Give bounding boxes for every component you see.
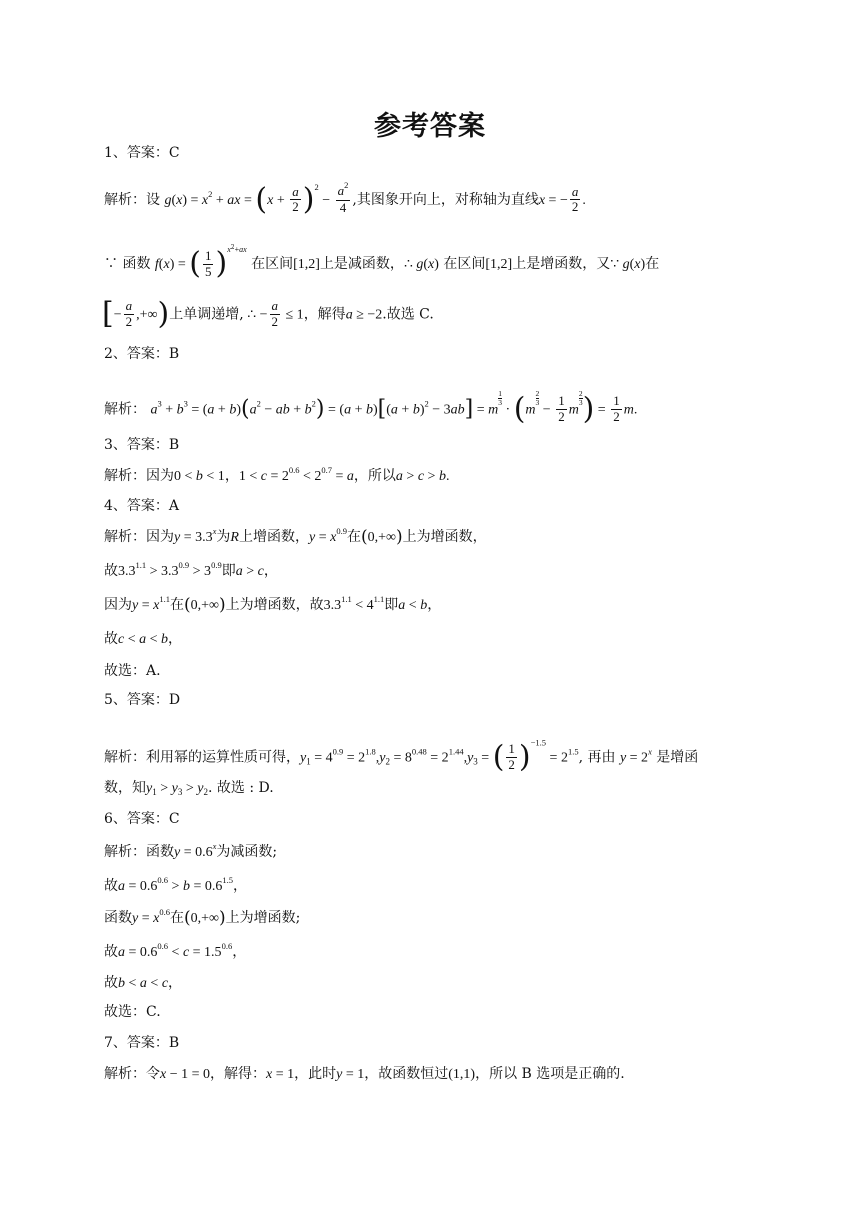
analysis-1-line-2: ∵ 函数 f(x) = ( $\frac{1}{5}$ )$^{x^2+ax}$ 在区间[1,2]上是减函数，∴ g(x) 在区间[1,2]上是增函数，又∵ g(x)在 — [104, 244, 660, 281]
analysis-6-line-6: 故选：C. — [104, 1004, 161, 1020]
analysis-6-line-2: 故$a = 0.6^{0.6} > b = 0.6^{1.5}$， — [104, 875, 247, 894]
analysis-6-line-5: 故b < a < c， — [104, 975, 183, 991]
analysis-3-line-1: 解析：因为0 < b < 1，$1 < c = 2^{0.6} < 2^{0.7} = a$，所以a > c > b. — [104, 465, 450, 484]
analysis-4-line-4: 故c < a < b， — [104, 631, 183, 647]
analysis-4-line-2: 故$3.3^{1.1} > 3.3^{0.9} > 3^{0.9}$即a > c， — [104, 560, 278, 579]
answer-7: 7、答案：B — [104, 1035, 180, 1051]
analysis-5-line-2: 数，知$y_1 > y_3 > y_2$. 故选 : D. — [104, 780, 274, 797]
analysis-6-line-1: 解析：函数$y = 0.6^x$为减函数; — [104, 841, 278, 860]
analysis-1-line-1: 解析：设 $g(x) = x^2$ + ax = (x + $\frac{a}{2}$ )$^2$ − $\frac{a^2}{4}$ ,其图象开向上，对称轴为直线x = − $\frac{a}{2}$ . — [104, 180, 586, 217]
analysis-6-line-4: 故$a = 0.6^{0.6} < c = 1.5^{0.6}$， — [104, 941, 247, 960]
analysis-2-line-1: 解析： $a^3 + b^3 = (a + b)(a^2$ − ab + $b^2) = (a + b)[(a + b)^2 - 3ab] = m$ $\frac{1}{3}$ · (m $\frac{2}{3}$ − $\frac{1}{2}$ m $\frac{2}{3}$ ) = $\frac{1}{2}$ m. — [104, 389, 638, 427]
answer-1: 1、答案：C — [104, 145, 180, 161]
analysis-4-line-3: 因为$y = x^{1.1}$在(0,+∞)上为增函数，故$3.3^{1.1} < 4^{1.1}$即a < b， — [104, 594, 442, 615]
analysis-5-line-1: 解析：利用幂的运算性质可得，$y_1 = 4^{0.9} = 2^{1.8},y_2 = 8^{0.48} = 2^{1.44},y_3$ = ( $\frac{1}{2}$ )$^{-1.5} = 2^{1.5}$, 再由 $y = 2^x$ 是增函 — [104, 737, 699, 775]
analysis-4-line-5: 故选：A. — [104, 663, 161, 679]
answer-4: 4、答案：A — [104, 498, 180, 514]
answer-5: 5、答案：D — [104, 692, 181, 708]
answer-2: 2、答案：B — [104, 346, 180, 362]
analysis-1-line-3: [− $\frac{a}{2}$ ,+∞)上单调递增, ∴ − $\frac{a}{2}$ ≤ 1，解得a ≥ −2.故选 C. — [102, 296, 434, 332]
analysis-6-line-3: 函数$y = x^{0.6}$在(0,+∞)上为增函数; — [104, 907, 301, 928]
analysis-4-line-1: 解析：因为$y = 3.3^x$为R上增函数，$y = x^{0.9}$在(0,+∞)上为增函数， — [104, 526, 487, 547]
analysis-7-line-1: 解析：令x − 1 = 0，解得：x = 1，此时y = 1，故函数恒过(1,1)，所以 B 选项是正确的. — [104, 1066, 625, 1082]
page-title: 参考答案 — [374, 111, 486, 142]
answer-6: 6、答案：C — [104, 811, 180, 827]
answer-3: 3、答案：B — [104, 437, 180, 453]
